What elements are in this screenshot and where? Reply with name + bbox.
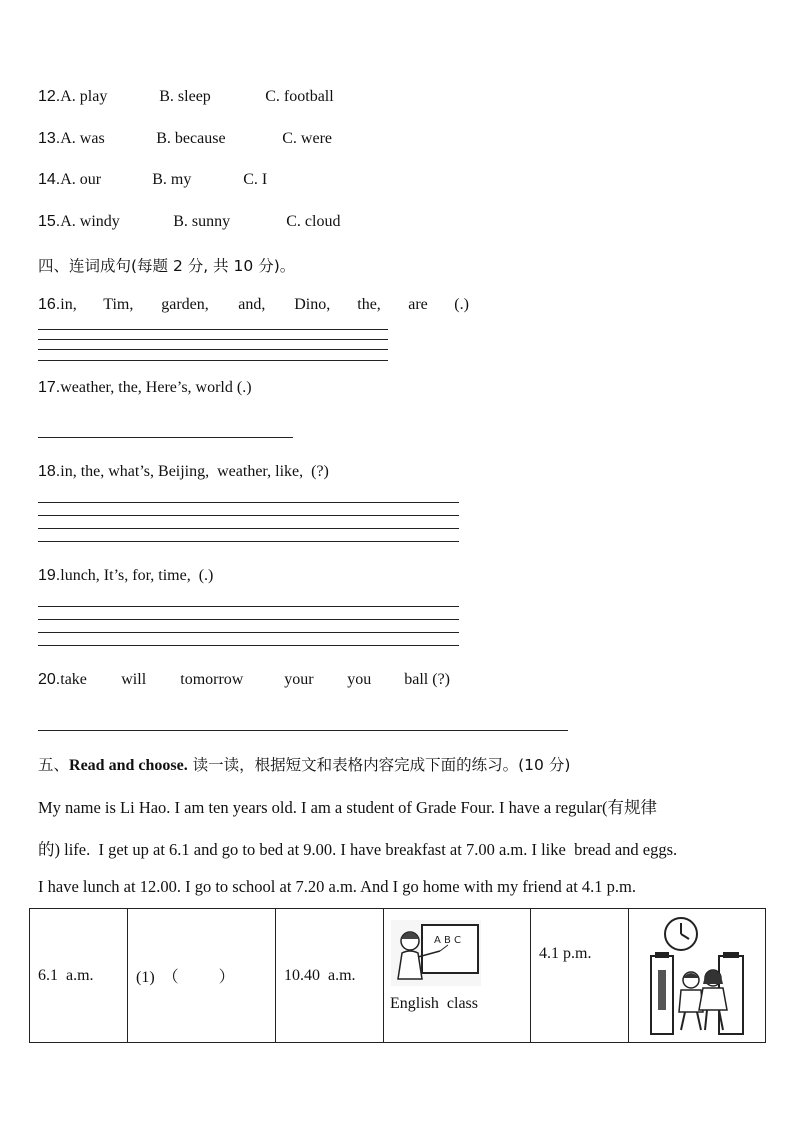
word: tomorrow xyxy=(180,671,244,688)
word-list: lunch, It’s, for, time, (.) xyxy=(60,567,214,584)
option-c: C. football xyxy=(265,88,334,105)
answer-line[interactable] xyxy=(38,541,459,542)
question-12 xyxy=(38,88,334,106)
word: the, xyxy=(357,296,381,313)
answer-line[interactable] xyxy=(38,360,388,361)
passage-line-2: 的) life. I get up at 6.1 and go to bed at 9.00. I have breakfast at 7.00 a.m. I like bread and eggs. xyxy=(38,840,678,859)
passage-line-3: I have lunch at 12.00. I go to school at 7.20 a.m. And I go home with my friend at 4.1 p.m. xyxy=(38,877,637,896)
answer-blank[interactable]: (1) （ ） xyxy=(136,969,235,986)
answer-line[interactable] xyxy=(38,619,459,620)
question-18 xyxy=(38,463,329,481)
question-number: 17. xyxy=(38,379,61,396)
word: Dino, xyxy=(294,296,331,313)
option-c: C. I xyxy=(243,171,268,188)
question-13 xyxy=(38,130,332,148)
question-number: 15. xyxy=(38,213,61,230)
word: in, xyxy=(60,296,77,313)
section-5-prefix: 五、 xyxy=(38,756,70,774)
word: ball (?) xyxy=(404,671,450,688)
answer-line[interactable] xyxy=(38,528,459,529)
table-row xyxy=(30,909,766,1043)
answer-line[interactable] xyxy=(38,349,388,350)
word: Tim, xyxy=(103,296,134,313)
question-20 xyxy=(38,671,450,689)
question-16 xyxy=(38,296,469,314)
question-15 xyxy=(38,213,340,231)
option-b: B. my xyxy=(152,171,192,188)
answer-line[interactable] xyxy=(38,632,459,633)
answer-line[interactable] xyxy=(38,645,459,646)
question-number: 19. xyxy=(38,567,61,584)
question-number: 18. xyxy=(38,463,61,480)
table-cell xyxy=(276,909,384,1043)
question-19 xyxy=(38,567,213,585)
answer-line[interactable] xyxy=(38,339,388,340)
answer-line[interactable] xyxy=(38,437,293,438)
answer-line[interactable] xyxy=(38,502,459,503)
question-number: 16. xyxy=(38,296,61,313)
question-number: 20. xyxy=(38,671,61,688)
option-c: C. cloud xyxy=(286,213,341,230)
question-14 xyxy=(38,171,267,189)
answer-line[interactable] xyxy=(38,730,568,731)
schedule-table xyxy=(29,908,766,1043)
table-cell xyxy=(30,909,128,1043)
question-number: 12. xyxy=(38,88,61,105)
option-b: B. because xyxy=(156,130,226,147)
answer-line[interactable] xyxy=(38,606,459,607)
answer-line[interactable] xyxy=(38,515,459,516)
option-a: A. play xyxy=(60,88,108,105)
word: are xyxy=(408,296,428,313)
question-number: 13. xyxy=(38,130,61,147)
option-b: B. sleep xyxy=(159,88,211,105)
option-a: A. our xyxy=(60,171,102,188)
answer-line[interactable] xyxy=(38,329,388,330)
section-5-bold: Read and choose. xyxy=(69,757,188,774)
word-list: in, the, what’s, Beijing, weather, like, (?) xyxy=(60,463,329,480)
teacher-blackboard-illustration xyxy=(390,919,482,987)
section-5-instruction: 读一读，根据短文和表格内容完成下面的练习。(10 分) xyxy=(187,756,571,774)
table-cell xyxy=(629,909,766,1043)
word: your xyxy=(284,671,314,688)
table-cell xyxy=(531,909,629,1043)
question-number: 14. xyxy=(38,171,61,188)
word: take xyxy=(60,671,87,688)
word: (.) xyxy=(454,296,469,313)
class-label: English class xyxy=(390,995,478,1012)
word: you xyxy=(347,671,372,688)
time-label: 6.1 a.m. xyxy=(38,966,94,984)
board-letters: A B C xyxy=(434,935,462,946)
table-cell xyxy=(384,909,531,1043)
question-17 xyxy=(38,379,252,397)
option-a: A. windy xyxy=(60,213,120,230)
table-cell[interactable] xyxy=(128,909,276,1043)
passage-line-1: My name is Li Hao. I am ten years old. I am a student of Grade Four. I have a regular(有规律 xyxy=(38,798,658,817)
word: will xyxy=(121,671,147,688)
section-4-title: 四、连词成句(每题 2 分, 共 10 分)。 xyxy=(38,257,296,275)
word-list: weather, the, Here’s, world (.) xyxy=(60,379,252,396)
section-5-title xyxy=(38,753,570,775)
time-label: 4.1 p.m. xyxy=(539,945,592,962)
option-b: B. sunny xyxy=(173,213,231,230)
word: garden, xyxy=(161,296,209,313)
option-a: A. was xyxy=(60,130,105,147)
time-label: 10.40 a.m. xyxy=(284,966,356,984)
go-home-illustration xyxy=(637,912,757,1040)
option-c: C. were xyxy=(282,130,333,147)
word: and, xyxy=(238,296,266,313)
